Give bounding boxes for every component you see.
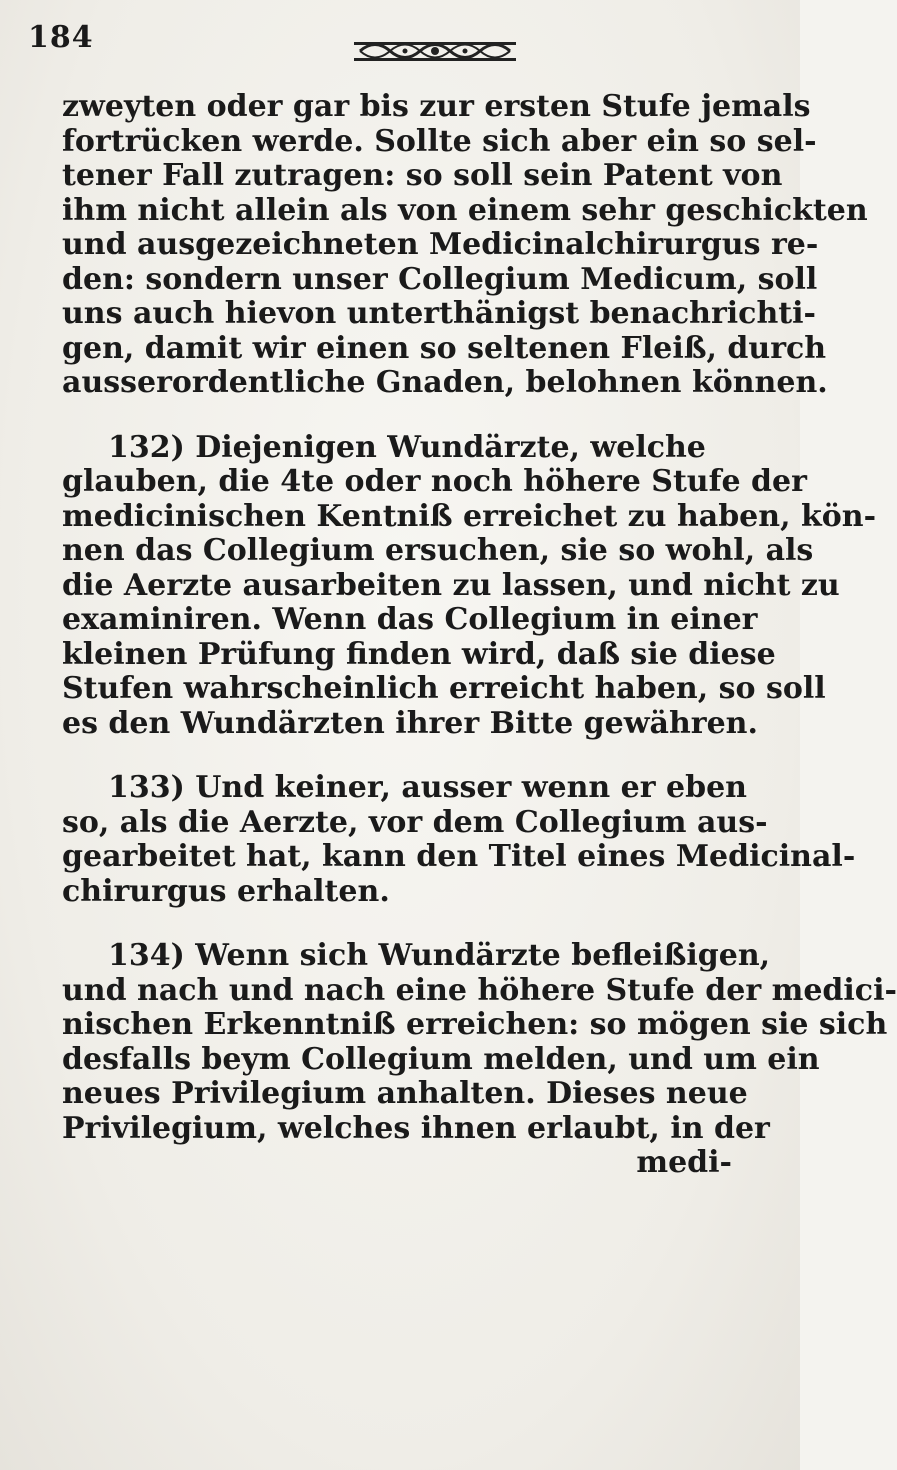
paragraph-133	[62, 770, 856, 909]
text-line: fortrücken werde. Sollte sich aber ein so sel‑	[62, 123, 817, 159]
text-line: examiniren. Wenn das Collegium in einer	[62, 602, 758, 637]
paragraph-gap	[62, 741, 768, 771]
text-line: Privilegium, welches ihnen erlaubt, in der	[62, 1110, 770, 1146]
text-line: so, als die Aerzte, vor dem Collegium aus‑	[62, 804, 768, 840]
text-line: und nach und nach eine höhere Stufe der medici‑	[62, 972, 897, 1008]
text-line: 133) Und keiner, ausser wenn er eben	[108, 770, 747, 805]
text-line: medicinischen Kentniß erreichet zu haben, kön‑	[62, 498, 877, 534]
page-text	[62, 89, 897, 1181]
text-line: es den Wundärzten ihrer Bitte gewähren.	[62, 705, 758, 741]
page-number: 184	[28, 20, 94, 55]
text-line: den: sondern unser Collegium Medicum, soll	[62, 261, 818, 297]
text-line: gen, damit wir einen so seltenen Fleiß, durch	[62, 330, 827, 366]
text-line: neues Privilegium anhalten. Dieses neue	[62, 1076, 748, 1111]
text-line: tener Fall zutragen: so soll sein Patent von	[62, 158, 783, 193]
text-line: die Aerzte ausarbeiten zu lassen, und nicht zu	[62, 567, 840, 603]
paragraph-132	[62, 429, 877, 742]
text-line: glauben, die 4te oder noch höhere Stufe der	[62, 464, 807, 499]
text-line: nen das Collegium ersuchen, sie so wohl, als	[62, 533, 814, 568]
decorative-ornament-icon	[350, 34, 520, 68]
paragraph-gap	[62, 401, 768, 431]
text-line: ihm nicht allein als von einem sehr geschickten	[62, 192, 868, 228]
text-line: ausserordentliche Gnaden, belohnen können.	[62, 365, 828, 400]
paragraph-gap	[62, 909, 768, 939]
text-line: zweyten oder gar bis zur ersten Stufe jemals	[62, 89, 811, 124]
text-line: 134) Wenn sich Wundärzte befleißigen,	[108, 938, 771, 973]
text-line: Stufen wahrscheinlich erreicht haben, so soll	[62, 671, 826, 706]
paragraph-134	[62, 938, 897, 1181]
text-line: kleinen Prüfung finden wird, daß sie diese	[62, 636, 776, 672]
paragraph-intro	[62, 89, 868, 401]
text-line: nischen Erkenntniß erreichen: so mögen sie sich	[62, 1007, 888, 1042]
text-line: gearbeitet hat, kann den Titel eines Medicinal‑	[62, 839, 856, 874]
text-line: desfalls beym Collegium melden, und um ein	[62, 1041, 820, 1077]
text-line: 132) Diejenigen Wundärzte, welche	[108, 429, 706, 465]
text-line: und ausgezeichneten Medicinalchirurgus re‑	[62, 227, 819, 262]
catchword: medi‑	[636, 1145, 732, 1180]
text-line: chirurgus erhalten.	[62, 873, 390, 909]
text-line: uns auch hievon unterthänigst benachrichti‑	[62, 296, 816, 331]
